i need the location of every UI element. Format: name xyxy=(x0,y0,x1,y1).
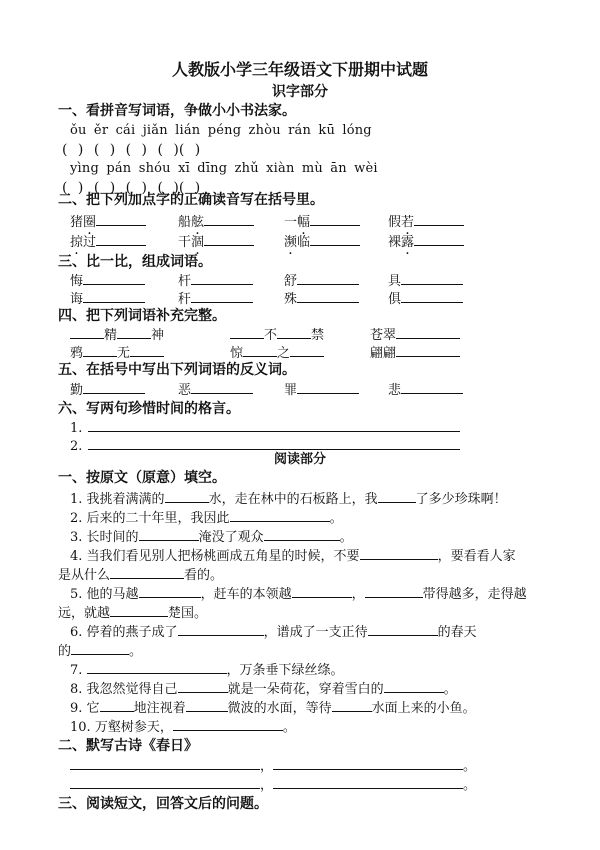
r1-item-1: 1. 我挑着满满的 水，走在林中的石板路上，我 了多少珍珠啊！ xyxy=(70,492,507,507)
answer-blank[interactable] xyxy=(191,290,253,303)
answer-blank[interactable] xyxy=(290,344,324,357)
q3-item: 秆 xyxy=(178,290,253,308)
answer-blank[interactable] xyxy=(186,699,228,712)
r1-item-8: 8. 我忽然觉得自己 就是一朵荷花，穿着雪白的 。 xyxy=(70,682,457,697)
answer-blank[interactable] xyxy=(139,528,199,541)
r1-item-5-cont: 远，就越 楚国。 xyxy=(58,606,208,621)
answer-blank[interactable] xyxy=(292,585,352,598)
answer-blank[interactable] xyxy=(191,272,253,285)
q1-heading: 一、看拼音写词语，争做小小书法家。 xyxy=(58,103,296,119)
answer-blank[interactable] xyxy=(401,272,463,285)
q3-item: 悔 xyxy=(70,272,145,290)
answer-blank[interactable] xyxy=(230,326,264,339)
q2-item: 一幅 xyxy=(284,213,360,231)
answer-blank[interactable] xyxy=(243,344,277,357)
r2-heading: 二、默写古诗《春日》 xyxy=(58,738,198,754)
q2-heading: 二、把下列加点字的正确读音写在括号里。 xyxy=(58,192,324,208)
q3-heading: 三、比一比，组成词语。 xyxy=(58,254,212,270)
section-reading-title: 阅读部分 xyxy=(273,452,326,467)
q3-item: 殊 xyxy=(284,290,359,308)
r1-item-10: 10. 万壑树参天， 。 xyxy=(70,720,296,735)
answer-blank[interactable] xyxy=(414,233,464,246)
q1-brackets-row2: ( ) ( ) ( ) ( )( ) xyxy=(62,180,201,196)
q2-item: 船舷 xyxy=(178,213,254,231)
answer-blank[interactable] xyxy=(83,290,145,303)
answer-blank[interactable] xyxy=(70,776,260,789)
answer-blank[interactable] xyxy=(87,661,227,674)
r1-item-4-cont: 是从什么 看的。 xyxy=(58,568,224,583)
q3-item: 舒 xyxy=(284,272,359,290)
answer-blank[interactable] xyxy=(165,490,209,503)
q3-item: 俱 xyxy=(388,290,463,308)
answer-blank[interactable] xyxy=(401,290,463,303)
answer-blank[interactable] xyxy=(264,528,340,541)
answer-blank[interactable] xyxy=(110,566,184,579)
answer-blank[interactable] xyxy=(110,604,168,617)
answer-blank[interactable] xyxy=(204,213,254,226)
q4-item: 翩翩 xyxy=(370,344,460,362)
answer-blank[interactable] xyxy=(83,344,117,357)
section-literacy-title: 识字部分 xyxy=(272,84,328,100)
answer-blank[interactable] xyxy=(191,381,253,394)
q5-item: 勤 xyxy=(70,381,145,399)
q4-item: 惊 之 xyxy=(230,344,324,362)
answer-blank[interactable] xyxy=(100,699,134,712)
answer-blank[interactable] xyxy=(297,290,359,303)
q3-item: 诲 xyxy=(70,290,145,308)
q1-pinyin-row2: yìng pán shóu xī dīng zhǔ xiàn mù ān wèi xyxy=(70,161,378,176)
answer-blank[interactable] xyxy=(178,680,228,693)
answer-blank[interactable] xyxy=(70,326,104,339)
answer-blank[interactable] xyxy=(277,326,311,339)
answer-blank[interactable] xyxy=(178,623,264,636)
q5-item: 恶 xyxy=(178,381,253,399)
q2-item: 濒临 xyxy=(284,233,360,251)
answer-blank[interactable] xyxy=(360,547,438,560)
answer-blank[interactable] xyxy=(273,776,463,789)
q6-line: 1. xyxy=(70,419,460,437)
q1-brackets-row1: ( ) ( ) ( ) ( )( ) xyxy=(62,142,201,158)
answer-blank[interactable] xyxy=(401,381,463,394)
q2-item: 猪圈 xyxy=(70,213,146,231)
q2-item: 假若 xyxy=(388,213,464,231)
answer-blank[interactable] xyxy=(273,757,463,770)
r1-item-2: 2. 后来的二十年里，我因此 。 xyxy=(70,511,343,526)
answer-blank[interactable] xyxy=(173,718,283,731)
answer-blank[interactable] xyxy=(96,233,146,246)
q2-item: 裸露 xyxy=(388,233,464,251)
q3-item: 杆 xyxy=(178,272,253,290)
r3-heading: 三、阅读短文，回答文后的问题。 xyxy=(58,796,268,812)
r1-heading: 一、按原文（原意）填空。 xyxy=(58,470,226,486)
r1-item-5: 5. 他的马越 ，赶车的本领越 ， 带得越多，走得越 xyxy=(70,587,527,602)
answer-blank[interactable] xyxy=(384,680,444,693)
q1-pinyin-row1: ǒu ěr cái jiǎn lián péng zhòu rán kū lóng xyxy=(70,123,372,138)
answer-blank[interactable] xyxy=(396,326,460,339)
answer-blank[interactable] xyxy=(83,272,145,285)
answer-blank[interactable] xyxy=(310,213,360,226)
r1-item-7: 7. ，万条垂下绿丝绦。 xyxy=(70,663,344,678)
answer-blank[interactable] xyxy=(310,233,360,246)
answer-blank[interactable] xyxy=(297,272,359,285)
answer-blank[interactable] xyxy=(332,699,372,712)
answer-blank[interactable] xyxy=(88,419,460,432)
answer-blank[interactable] xyxy=(365,585,423,598)
answer-blank[interactable] xyxy=(96,213,146,226)
answer-blank[interactable] xyxy=(83,381,145,394)
r1-item-4: 4. 当我们看见别人把杨桃画成五角星的时候，不要 ，要看看人家 xyxy=(70,549,516,564)
answer-blank[interactable] xyxy=(230,509,330,522)
q4-heading: 四、把下列词语补充完整。 xyxy=(58,308,226,324)
answer-blank[interactable] xyxy=(139,585,201,598)
q4-item: 苍翠 xyxy=(370,326,460,344)
answer-blank[interactable] xyxy=(378,490,416,503)
r1-item-3: 3. 长时间的 淹没了观众 。 xyxy=(70,530,353,545)
q2-item: 干涸 xyxy=(178,233,254,251)
answer-blank[interactable] xyxy=(71,642,129,655)
answer-blank[interactable] xyxy=(368,623,438,636)
q4-item: 鸦 无 xyxy=(70,344,164,362)
q5-item: 悲 xyxy=(388,381,463,399)
poem-line: ， 。 xyxy=(70,776,476,794)
q3-item: 具 xyxy=(388,272,463,290)
poem-line: ， 。 xyxy=(70,757,476,775)
q6-heading: 六、写两句珍惜时间的格言。 xyxy=(58,401,240,417)
answer-blank[interactable] xyxy=(88,437,460,450)
q6-line: 2. xyxy=(70,437,460,455)
answer-blank[interactable] xyxy=(414,213,464,226)
q4-item: 不 禁 xyxy=(230,326,324,344)
r1-item-6: 6. 停着的燕子成了 ，谱成了一支正待 的春天 xyxy=(70,625,477,640)
q5-heading: 五、在括号中写出下列词语的反义词。 xyxy=(58,362,296,378)
r1-item-6-cont: 的 。 xyxy=(58,644,143,659)
page-title: 人教版小学三年级语文下册期中试题 xyxy=(171,60,428,79)
answer-blank[interactable] xyxy=(70,757,260,770)
answer-blank[interactable] xyxy=(204,233,254,246)
answer-blank[interactable] xyxy=(130,344,164,357)
q5-item: 罪 xyxy=(284,381,359,399)
r1-item-9: 9. 它 地注视着 微波的水面，等待 水面上来的小鱼。 xyxy=(70,701,476,716)
q4-item: 精 神 xyxy=(70,326,164,344)
answer-blank[interactable] xyxy=(396,344,460,357)
q2-item: 掠过 xyxy=(70,233,146,251)
answer-blank[interactable] xyxy=(297,381,359,394)
answer-blank[interactable] xyxy=(117,326,151,339)
